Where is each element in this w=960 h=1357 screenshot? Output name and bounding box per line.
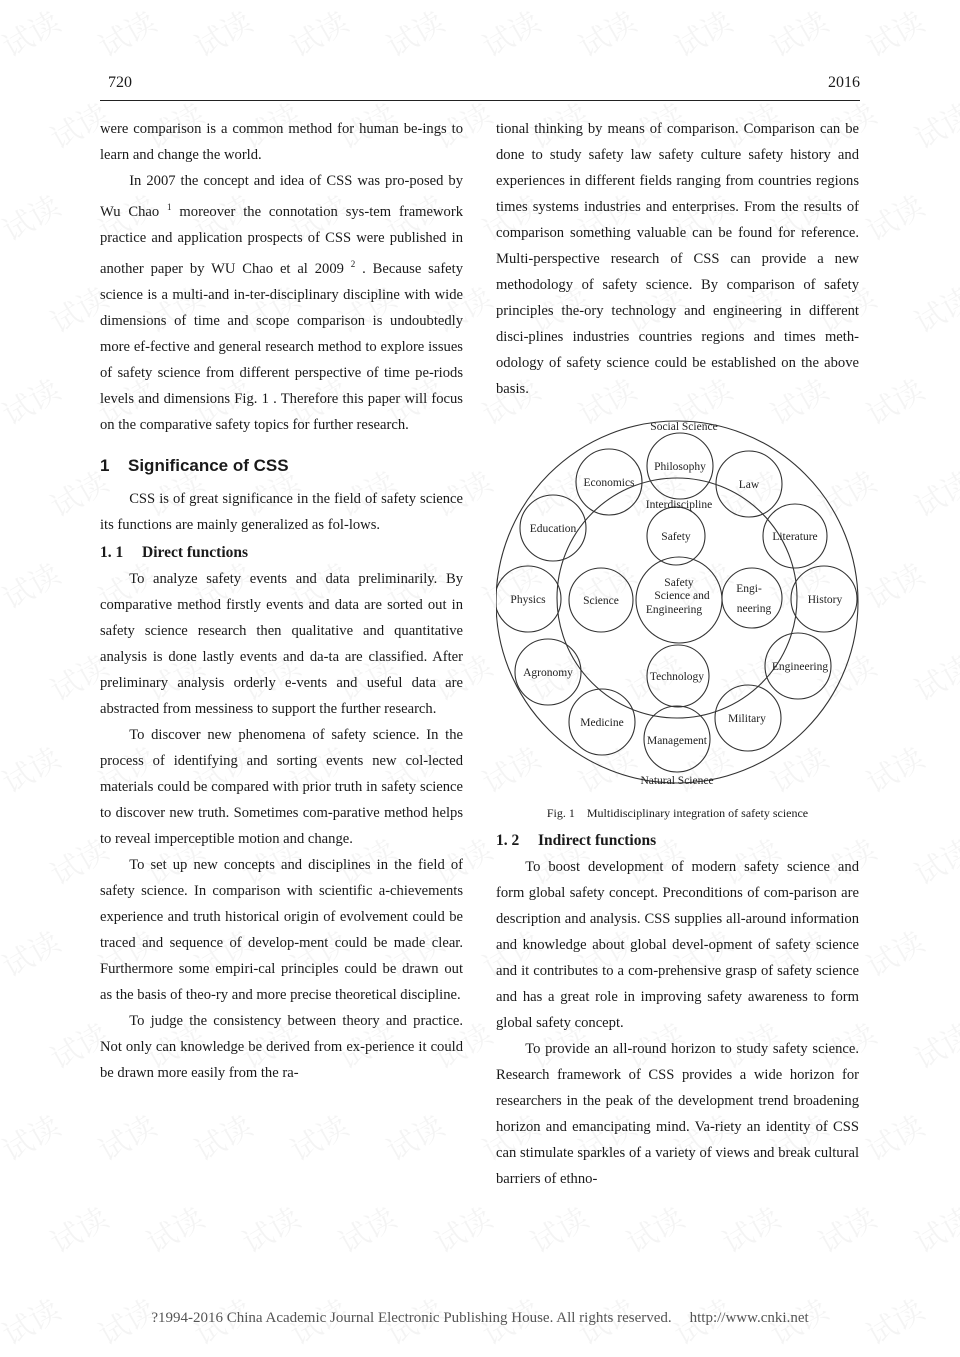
watermark-text [905, 1194, 960, 1262]
watermark-text [857, 734, 931, 802]
journal-year: 2016 [828, 74, 860, 91]
watermark-text [281, 1102, 355, 1170]
label-history: History [807, 594, 843, 606]
label-military: Military [728, 713, 766, 725]
watermark-text [137, 1194, 211, 1262]
watermark-text [905, 642, 960, 710]
text-run: In 2007 the concept and idea of CSS was pro-posed by Wu Chao [100, 173, 463, 220]
watermark-text [377, 0, 451, 66]
subsection-heading [100, 540, 463, 566]
watermark-text [857, 366, 931, 434]
paragraph: were comparison is a common method for human be-ings to learn and change the world. [100, 121, 463, 163]
figure-1 [496, 416, 859, 796]
section-number: 1 [100, 455, 110, 475]
label-education: Education [529, 523, 577, 535]
watermark-text [569, 0, 643, 66]
watermark-text [89, 0, 163, 66]
section-title: Significance of CSS [128, 455, 289, 475]
paragraph: tional thinking by means of comparison. Comparison can be done to study safety law safety culture safety history and experiences in different fields ranging from countries regions times systems industries and enterprises. From the results of comparison something valuable can be found for reference. Multi-perspective research of CSS can provide a new methodology of safety science. By comparison of safety principles the-ory technology and engineering in different disci-plines industries countries regions and times meth-odology of safety science could be established on the above basis. [496, 121, 859, 397]
subsection-heading [496, 828, 859, 854]
watermark-text [857, 1102, 931, 1170]
copyright-notice: ?1994-2016 China Academic Journal Electronic Publishing House. All rights reserved. [151, 1310, 672, 1326]
watermark-text [761, 0, 835, 66]
label-management: Management [646, 735, 708, 747]
section-heading [100, 456, 463, 476]
watermark-text [857, 918, 931, 986]
figure-caption [496, 804, 859, 822]
subsection-title: Indirect functions [538, 832, 657, 849]
label-medicine: Medicine [580, 717, 624, 729]
watermark-text [521, 1194, 595, 1262]
label-agronomy: Agronomy [523, 667, 573, 679]
label-interdiscipline: Interdiscipline [645, 499, 713, 511]
watermark-text [473, 0, 547, 66]
watermark-text [41, 1194, 115, 1262]
watermark-text [0, 550, 67, 618]
watermark-text [0, 918, 67, 986]
watermark-text [0, 734, 67, 802]
label-safety: Safety [661, 531, 691, 543]
text-run: . Because safety science is a multi-and in-ter-disciplinary discipline with wide dimensions of time and scope comparison is undoubtedly more ef-fective and general research method to explore issues of safety science from different perspective of time pe-riods levels and dimensions Fig. 1 . Therefore this paper will focus on the comparative safety topics for further research. [100, 260, 464, 433]
page-footer [0, 1310, 960, 1327]
watermark-text [809, 1194, 883, 1262]
paragraph: CSS is of great significance in the field of safety science its functions are mainly generalized as fol-lows. [100, 490, 463, 533]
paragraph: To boost development of modern safety science and form global safety concept. Preconditions of com-parison are description and analysis. CSS supplies all-around information and knowledge about global devel-opment of safety science and it contributes to a com-prehensive grasp of safety science and has a great role in improving safety awareness to form global safety concept. [496, 859, 859, 1031]
figure-caption-text: Multidisciplinary integration of safety science [586, 806, 809, 820]
paragraph: To set up new concepts and disciplines in the field of safety science. In comparison with scientific a-chievements experience and truth historical origin of evolvement could be traced and sequence of develop-ment could be made clear. Furthermore some empiri-cal principles could be drawn out as the basis of theo-ry and more precise theoretical discipline. [100, 856, 463, 1003]
label-law: Law [738, 479, 760, 491]
watermark-text [905, 826, 960, 894]
outer-circle [496, 421, 858, 783]
watermark-text [185, 1102, 259, 1170]
citation-ref[interactable]: 1 [167, 202, 172, 212]
label-philosophy: Philosophy [654, 461, 706, 473]
paragraph [100, 168, 463, 438]
label-physics: Physics [510, 594, 546, 606]
citation-ref[interactable]: 2 [350, 258, 356, 269]
watermark-text [0, 366, 67, 434]
watermark-text [425, 1194, 499, 1262]
watermark-text [185, 0, 259, 66]
figure-label: Fig. 1 [546, 806, 575, 820]
watermark-text [329, 1194, 403, 1262]
watermark-text [377, 1102, 451, 1170]
label-technology: Technology [649, 671, 705, 683]
watermark-text [857, 0, 931, 66]
watermark-text [89, 1102, 163, 1170]
label-literature: Literature [772, 531, 818, 543]
watermark-text [0, 182, 67, 250]
label-natural-science: Natural Science [640, 775, 714, 787]
watermark-text [905, 274, 960, 342]
label-engineering-ring: Engineering [771, 661, 829, 673]
label-center-2: Science and [654, 590, 710, 602]
watermark-text [281, 0, 355, 66]
paragraph: To discover new phenomena of safety science. In the process of identifying and sorting events new col-lected materials could be compared with prior truth in safety science to discover new truth. Sometimes com-parative method helps to reveal imperceptible motion and change. [100, 726, 463, 847]
right-column [496, 116, 859, 1192]
inner-circle-engineering [722, 568, 782, 628]
footer-url[interactable]: http://www.cnki.net [689, 1310, 809, 1326]
watermark-text [713, 1194, 787, 1262]
paragraph: To provide an all-round horizon to study safety science. Research framework of CSS provides a wide horizon for researchers in the peak of the development trend broadening horizon and emancipating mind. Va-riety an identity of CSS can stimulate sparkles of a variety of views and break cultural barriers of ethno- [496, 1041, 859, 1187]
subsection-title: Direct functions [142, 543, 249, 561]
page-number: 720 [108, 74, 132, 91]
page-header [100, 70, 860, 101]
watermark-text [0, 0, 67, 66]
watermark-text [905, 458, 960, 526]
label-economics: Economics [583, 477, 635, 489]
watermark-text [905, 1010, 960, 1078]
label-engineering-2: neering [736, 603, 772, 615]
watermark-text [617, 1194, 691, 1262]
diagram-svg [496, 416, 859, 796]
watermark-text [857, 550, 931, 618]
paragraph: To analyze safety events and data preliminarily. By comparative method firstly events and data are sorted out in safety science research then qualitative and quantitative analysis is done lastly events and da-ta are classified. After preliminary analysis orderly e-vents and useful data are abstracted from messiness to support the further research. [100, 570, 463, 717]
label-social-science: Social Science [650, 421, 718, 433]
watermark-text [857, 182, 931, 250]
subsection-number: 1. 2 [496, 832, 520, 849]
left-column [100, 116, 463, 1086]
watermark-text [665, 0, 739, 66]
subsection-number: 1. 1 [100, 543, 124, 561]
label-engineering-1: Engi- [736, 583, 762, 595]
text-run: moreover the connotation sys-tem framework practice and application prospects of CSS were published in another paper by WU Chao et al 2009 [100, 203, 463, 277]
watermark-text [0, 1102, 67, 1170]
label-center-1: Safety [664, 577, 694, 589]
label-science: Science [583, 595, 619, 607]
paragraph: To judge the consistency between theory and practice. Not only can knowledge be derived from ex-perience it could be drawn more easily from the ra- [100, 1012, 463, 1081]
watermark-text [233, 1194, 307, 1262]
label-center-3: Engineering [645, 604, 703, 616]
watermark-text [905, 90, 960, 158]
